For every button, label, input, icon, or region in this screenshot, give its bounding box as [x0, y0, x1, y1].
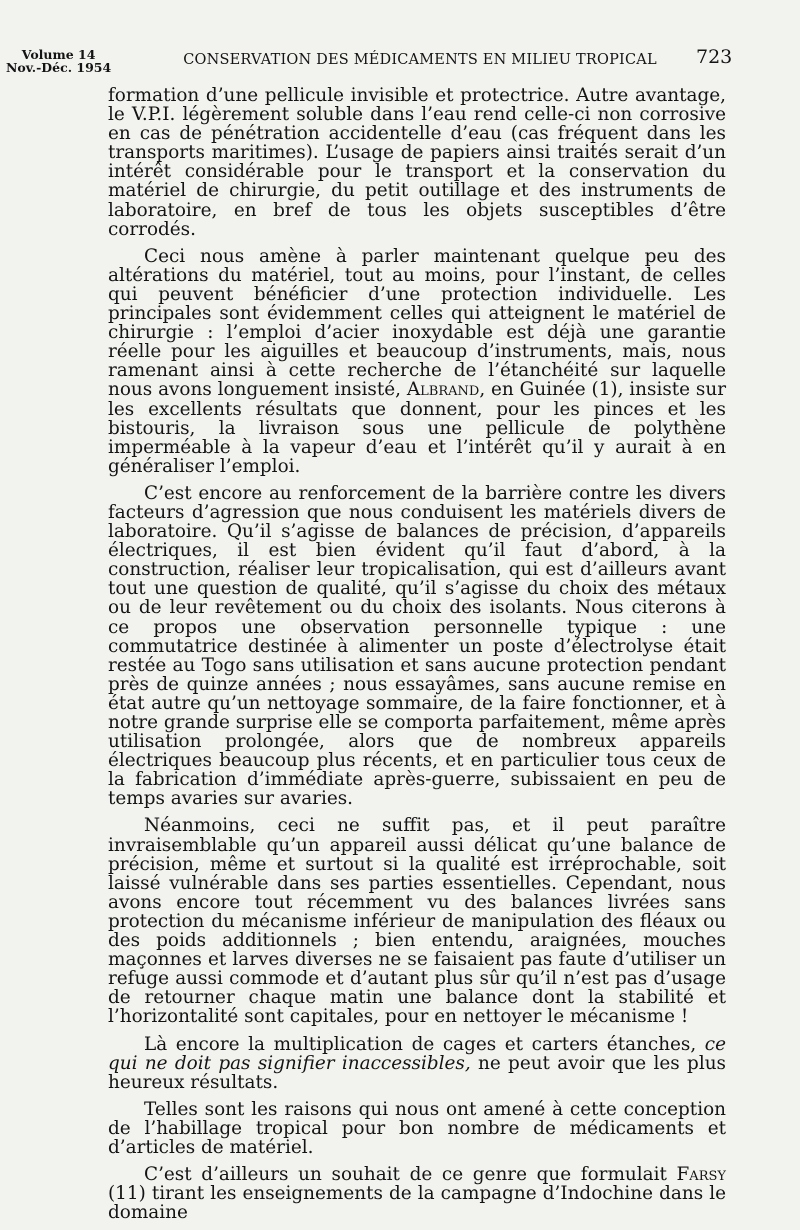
paragraph-3: C’est encore au renforcement de la barrière contre les divers facteurs d’agression que nous conduisent les matériels divers de laboratoire. Qu’il s’agisse de balances de précision, d’appareils électriques, il est bien évident qu’il faut d’abord, à la construction, réaliser leur tropicalisation, qui est d’ailleurs avant tout une question de qualité, qu’il s’agisse du choix des métaux ou de leur revêtement ou du choix des isolants. Nous citerons à ce propos une observation personnelle typique : une commutatrice destinée à alimenter un poste d’électrolyse était restée au Togo sans utilisation et sans aucune protection pendant près de quinze années ; nous essayâmes, sans aucune remise en état autre qu’un nettoyage sommaire, de la faire fonctionner, et à notre grande surprise elle se comporta parfaitement, même après utilisation prolongée, alors que de nombreux appareils électriques beaucoup plus récents, et en particulier tous ceux de la fabrication d’immédiate après-guerre, subissaient en peu de temps avaries sur avaries.	[108, 482, 726, 810]
issue-label: Nov.-Déc. 1954	[6, 60, 112, 75]
paragraph-5-part-b: ne peut avoir que les plus heureux résultats.	[108, 1052, 726, 1093]
paragraph-5-part-a: Là encore la multiplication de cages et carters étanches,	[144, 1033, 697, 1055]
page-number: 723	[696, 46, 733, 68]
paragraph-5-emphasis: ce qui ne doit pas signifier inaccessibles,	[108, 1033, 726, 1074]
body-text	[108, 86, 726, 1230]
volume-issue	[6, 48, 111, 74]
paragraph-4: Néanmoins, ceci ne suffit pas, et il peut paraître invraisemblable qu’un appareil aussi délicat qu’une balance de précision, même et surtout si la qualité est irréprochable, soit laissé vulnérable dans ses parties essentielles. Cependant, nous avons encore tout récemment vu des balances livrées sans protection du mécanisme inférieur de manipulation des fléaux ou des poids additionnels ; bien entendu, araignées, mouches maçonnes et larves diverses ne se faisaient pas faute d’utiliser un refuge aussi commode et d’autant plus sûr qu’il n’est pas d’usage de retourner chaque matin une balance dont la stabilité et l’horizontalité sont capitales, pour en nettoyer le mécanisme !	[108, 815, 726, 1028]
paragraph-2-part-a: Ceci nous amène à parler maintenant quelque peu des altérations du matériel, tout au moins, pour l’instant, de celles qui peuvent bénéficier d’une protection individuelle. Les principales sont évidemment celles qui atteignent le matériel de chirurgie : l’emploi d’acier inoxydable est déjà une garantie réelle pour les aiguilles et beaucoup d’instruments, mais, nous ramenant ainsi à cette recherche de l’étanchéité sur laquelle nous avons longuement insisté,	[108, 245, 726, 401]
running-title: CONSERVATION DES MÉDICAMENTS EN MILIEU TROPICAL	[183, 52, 657, 68]
paragraph-2	[108, 247, 726, 476]
paragraph-1: formation d’une pellicule invisible et protectrice. Autre avantage, le V.P.I. légèrement soluble dans l’eau rend celle-ci non corrosive en cas de pénétration accidentelle d’eau (cas fréquent dans les transports maritimes). L’usage de papiers ainsi traités serait d’un intérêt considérable pour le transport et la conservation du matériel de chirurgie, du petit outillage et des instruments de laboratoire, en bref de tous les objets susceptibles d’être corrodés.	[108, 85, 726, 240]
paragraph-7-part-a: C’est d’ailleurs un souhait de ce genre que formulait	[144, 1164, 667, 1186]
author-name-farsy: Farsy	[676, 1164, 726, 1186]
paragraph-2-part-b: , en Guinée (1), insiste sur les excellents résultats que donnent, pour les pinces et les bistouris, la livraison sous une pellicule de polythène imperméable à la vapeur d’eau et l’intérêt qu’il y aurait à en généraliser l’emploi.	[108, 379, 726, 477]
author-name-albrand: Albrand	[406, 379, 480, 401]
volume-label: Volume 14	[21, 47, 96, 62]
paragraph-5	[108, 1035, 726, 1092]
paragraph-7	[108, 1165, 726, 1222]
paragraph-7-part-b: (11) tirant les enseignements de la campagne d’Indochine dans le domaine	[108, 1183, 726, 1224]
paragraph-6: Telles sont les raisons qui nous ont amené à cette conception de l’habillage tropical pour bon nombre de médicaments et d’articles de matériel.	[108, 1098, 726, 1158]
